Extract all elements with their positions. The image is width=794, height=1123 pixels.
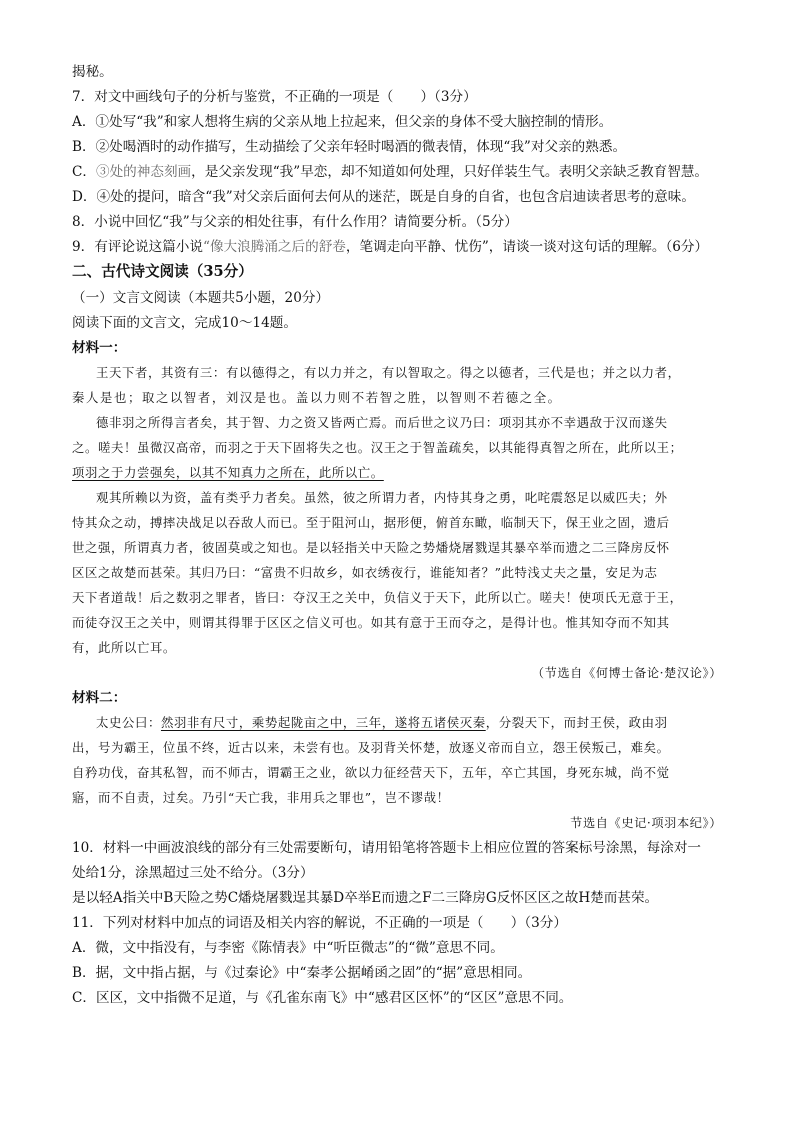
passage-line: 之。嗟夫！虽微汉高帝，而羽之于天下固将失之也。汉王之于智盖疏矣，以其能得真智之所在，此所以王； xyxy=(72,440,683,455)
underlined-sentence: 项羽之于力尝强矣，以其不知真力之所在，此所以亡。 xyxy=(72,465,384,480)
passage-line: 德非羽之所得言者矣，其于智、力之资又皆两亡焉。而后世之议乃曰：项羽其亦不幸遇敌于汉而遂失 xyxy=(96,415,668,430)
gray-phrase: ③处的神态刻画 xyxy=(96,164,192,180)
passage-line: 王天下者，其资有三：有以德得之，有以力并之，有以智取之。得之以德者，三代是也；并之以力者， xyxy=(96,365,681,380)
passage-line: 恃其众之动，搏摔决战足以吞敌人而已。至于阻河山，据形便，俯首东瞰，临制天下，保王业之固，遗后 xyxy=(72,515,670,530)
question-8: 8．小说中回忆“我”与父亲的相处往事，有什么作用？请简要分析。（5分） xyxy=(72,214,518,230)
passage-line xyxy=(96,714,728,732)
passage-line: 观其所赖以为资，盖有类乎力者矣。虽然，彼之所谓力者，内恃其身之勇，叱咤震怒足以威匹夫；外 xyxy=(96,490,668,505)
passage-line xyxy=(72,464,732,482)
material-1-label: 材料一： xyxy=(72,340,127,356)
passage-line: 有，此所以亡耳。 xyxy=(72,640,176,655)
question-9 xyxy=(72,238,732,256)
passage-line: 区区之故楚而甚荣。其归乃曰：“富贵不归故乡，如衣绣夜行，谁能知者？”此特浅丈夫之量，安足为志 xyxy=(72,565,658,580)
question-11: 11．下列对材料中加点的词语及相关内容的解说，不正确的一项是（ ）（3分） xyxy=(72,915,567,931)
question-9-lead: 9．有评论说这篇小说 xyxy=(72,239,203,255)
passage-line: 天下者道哉！后之数羽之罪者，皆曰：夺汉王之关中，负信义于天下，此所以亡。嗟夫！使项氏无意于王， xyxy=(72,590,683,605)
question-9-tail: ，笔调走向平静、忧伤”，请谈一谈对这句话的理解。（6分） xyxy=(345,239,709,255)
option-text: ，是父亲发现“我”早恋，却不知道如何处理，只好佯装生气。表明父亲缺乏教育智慧。 xyxy=(191,164,709,180)
section-heading: 二、古代诗文阅读（35分） xyxy=(72,263,253,280)
material-2-label: 材料二： xyxy=(72,690,127,706)
source-citation: （节选自《何博士备论·楚汉论》） xyxy=(531,666,722,680)
question-7: 7．对文中画线句子的分析与鉴赏，不正确的一项是（ ）（3分） xyxy=(72,89,477,105)
passage-line: 而徒夺汉王之关中，则谓其得罪于区区之信义可也。如其有意于王而夺之，是得计也。惟其知夺而不知其 xyxy=(72,615,670,630)
question-7-option-c xyxy=(72,163,732,181)
question-10-sentence: 是以轻A指关中B天险之势C燔烧屠戮逞其暴D卒举E而遗之F二三降房G反怀区区之故H楚而甚荣。 xyxy=(72,890,659,906)
question-10: 10．材料一中画波浪线的部分有三处需要断句，请用铅笔将答题卡上相应位置的答案标号涂黑，每涂对一 xyxy=(72,840,702,856)
passage-line: 出，号为霸王，位虽不终，近古以来，未尝有也。及羽背关怀楚，放逐义帝而自立，怨王侯叛己，难矣。 xyxy=(72,740,670,755)
subsection-heading: （一）文言文阅读（本题共5小题，20分） xyxy=(72,290,330,306)
underlined-sentence: 然羽非有尺寸，乘势起陇亩之中，三年，遂将五诸侯灭秦 xyxy=(160,715,486,730)
source-citation: 节选自《史记·项羽本纪》） xyxy=(570,816,722,830)
instruction: 阅读下面的文言文，完成10～14题。 xyxy=(72,315,297,331)
passage-line: 寤，而不自责，过矣。乃引“天亡我，非用兵之罪也”，岂不谬哉！ xyxy=(72,790,450,805)
option-letter: C． xyxy=(72,164,96,180)
question-10-continued: 处给1分，涂黑超过三处不给分。（3分） xyxy=(72,865,314,881)
passage-lead: 太史公曰： xyxy=(96,715,161,730)
passage-line: 秦人是也；取之以智者，刘汉是也。盖以力则不若智之胜，以智则不若德之全。 xyxy=(72,390,562,405)
question-7-option-a: A．①处写“我”和家人想将生病的父亲从地上拉起来，但父亲的身体不受大脑控制的情形。 xyxy=(72,114,613,130)
question-7-option-d: D．④处的提问，暗含“我”对父亲后面何去何从的迷茫，既是自身的自省，也包含启迪读者思考的意味。 xyxy=(72,189,695,205)
question-11-option-b: B．据，文中指占据，与《过秦论》中“秦孝公据崤函之固”的“据”意思相同。 xyxy=(72,965,532,981)
text-line: 揭秘。 xyxy=(72,64,113,80)
question-11-option-a: A．微，文中指没有，与李密《陈情表》中“听臣微志”的“微”意思不同。 xyxy=(72,940,504,956)
passage-line: 世之强，所谓真力者，彼固莫或之知也。是以轻指关中天险之势燔烧屠戮逞其暴卒举而遗之二三降房反怀 xyxy=(72,540,670,555)
question-11-option-c: C．区区，文中指微不足道，与《孔雀东南飞》中“感君区区怀”的“区区”意思不同。 xyxy=(72,990,573,1006)
quoted-comment: “像大浪腾涌之后的舒卷 xyxy=(203,239,346,255)
passage-tail: ，分裂天下，而封王侯，政由羽 xyxy=(485,715,668,730)
question-7-option-b: B．②处喝酒时的动作描写，生动描绘了父亲年轻时喝酒的微表情，体现“我”对父亲的熟悉。 xyxy=(72,139,627,155)
passage-line: 自矜功伐，奋其私智，而不师古，谓霸王之业，欲以力征经营天下，五年，卒亡其国，身死东城，尚不觉 xyxy=(72,765,670,780)
